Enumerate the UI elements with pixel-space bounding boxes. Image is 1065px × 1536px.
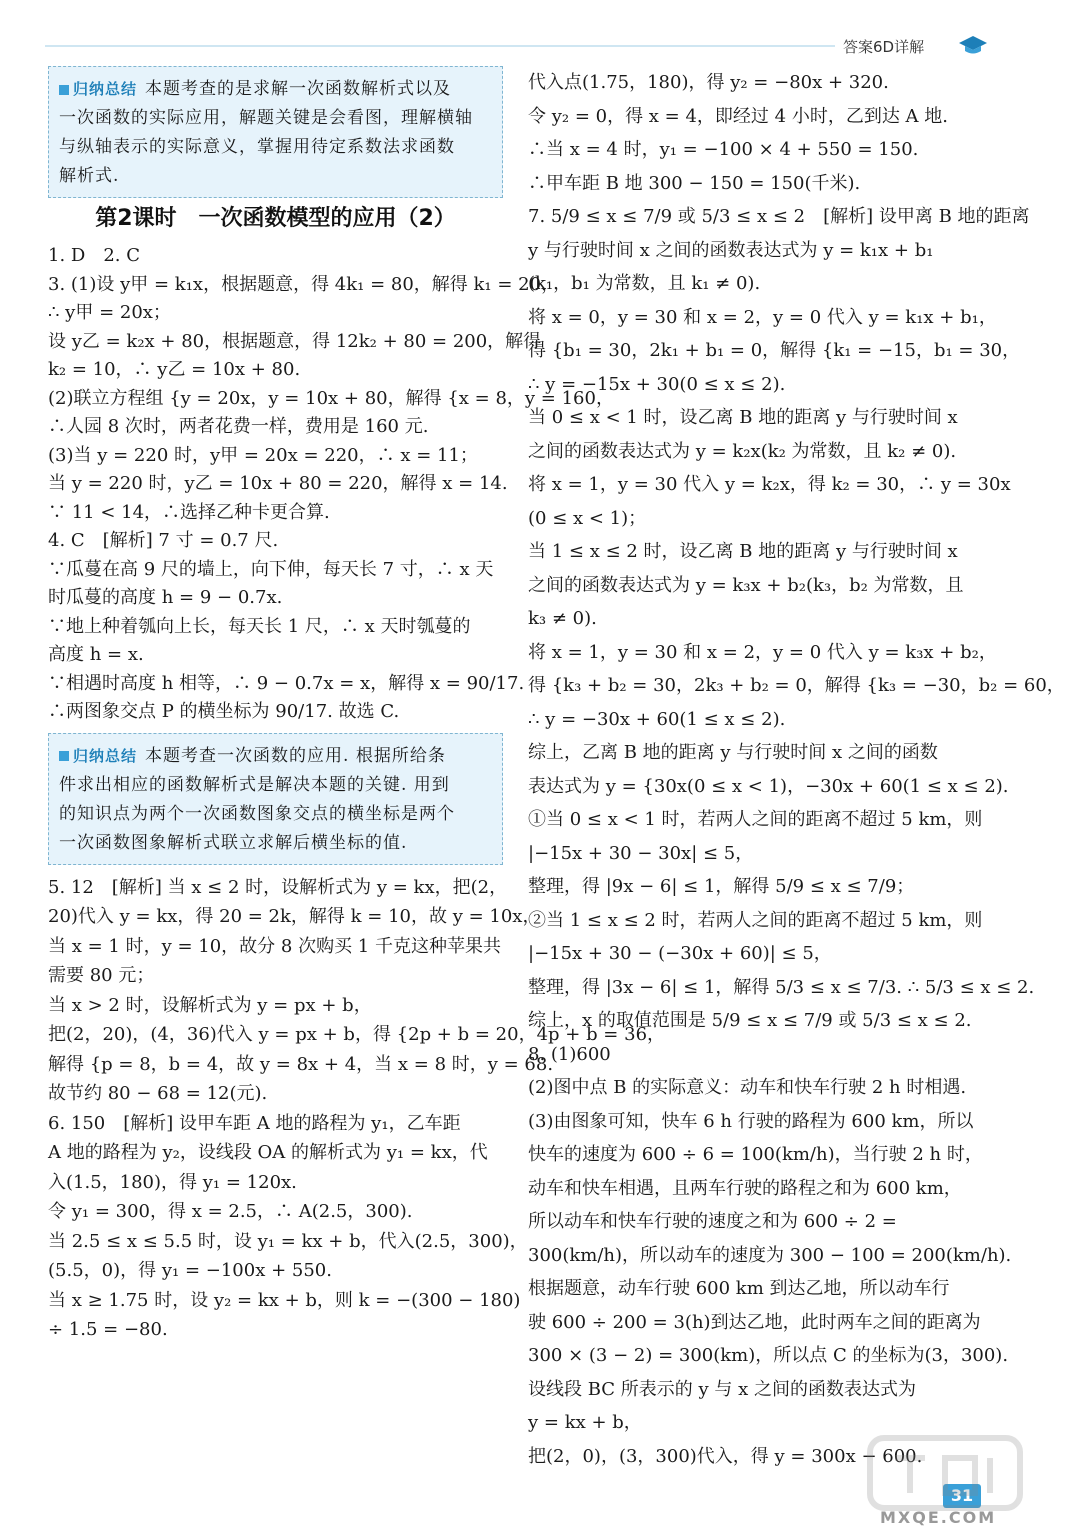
answer-line: ∵相遇时高度 h 相等，∴ 9 − 0.7x = x，解得 x = 90/17. — [48, 672, 525, 694]
answer-line: k₂ = 10，∴ y乙 = 10x + 80. — [48, 359, 301, 380]
answer-line: 4. C [解析] 7 寸 = 0.7 尺. — [48, 530, 279, 551]
answer-line: ①当 0 ≤ x < 1 时，若两人之间的距离不超过 5 km，则 — [528, 809, 983, 830]
answer-line: (5.5，0)，得 y₁ = −100x + 550. — [48, 1260, 332, 1281]
answer-line: ∴甲车距 B 地 300 − 150 = 150(千米). — [528, 172, 861, 194]
answer-line: 把(2，20)，(4，36)代入 y = px + b，得 {2p + b = 20，4p + b = 36， — [48, 1024, 666, 1045]
answer-line: y 与行驶时间 x 之间的函数表达式为 y = k₁x + b₁ — [528, 239, 934, 261]
summary-line: 本题考查的是求解一次函数解析式以及 — [145, 79, 452, 99]
answer-line: 代入点(1.75，180)，得 y₂ = −80x + 320. — [528, 72, 889, 93]
answer-line: 令 y₂ = 0，得 x = 4，即经过 4 小时，乙到达 A 地. — [528, 105, 948, 127]
page-number: 31 — [943, 1484, 981, 1508]
answer-line: ∴ y = −30x + 60(1 ≤ x ≤ 2). — [528, 708, 786, 730]
answer-line: (2)联立方程组 {y = 20x，y = 10x + 80，解得 {x = 8，y = 160， — [48, 387, 614, 409]
summary-line: 的知识点为两个一次函数图象交点的横坐标是两个 — [59, 803, 455, 824]
answer-line: 当 0 ≤ x < 1 时，设乙离 B 地的距离 y 与行驶时间 x — [528, 407, 958, 428]
answer-line: 时瓜蔓的高度 h = 9 − 0.7x. — [48, 587, 283, 608]
answer-line: 1. D 2. C — [48, 245, 140, 266]
section-title: 第2课时 一次函数模型的应用（2） — [95, 206, 456, 231]
answer-line: A 地的路程为 y₂，设线段 OA 的解析式为 y₁ = kx，代 — [48, 1142, 488, 1163]
answer-line: 300 × (3 − 2) = 300(km)，所以点 C 的坐标为(3，300). — [528, 1345, 1009, 1366]
answer-line: (0 ≤ x < 1)； — [528, 507, 647, 529]
answer-line: 表达式为 y = {30x(0 ≤ x < 1)，−30x + 60(1 ≤ x ≤ 2). — [528, 775, 1009, 797]
summary-line: 件求出相应的函数解析式是解决本题的关键. 用到 — [59, 774, 450, 795]
answer-line: 设线段 BC 所表示的 y 与 x 之间的函数表达式为 — [528, 1378, 916, 1400]
answer-line: ②当 1 ≤ x ≤ 2 时，若两人之间的距离不超过 5 km，则 — [528, 909, 983, 931]
summary-line: 与纵轴表示的实际意义，掌握用待定系数法求函数 — [59, 137, 455, 157]
answer-line: 需要 80 元； — [48, 965, 155, 986]
right-column — [528, 66, 1065, 1473]
answer-line: 快车的速度为 600 ÷ 6 = 100(km/h)，当行驶 2 h 时， — [528, 1144, 983, 1165]
answer-line: 当 2.5 ≤ x ≤ 5.5 时，设 y₁ = kx + b，代入(2.5，300)， — [48, 1230, 528, 1252]
answer-line: 8. (1)600 — [528, 1043, 611, 1065]
answer-block-c — [528, 66, 1065, 1473]
header-rule — [45, 45, 835, 47]
summary-line: 一次函数图象解析式联立求解后横坐标的值. — [59, 832, 408, 853]
answer-line: |−15x + 30 − 30x| ≤ 5， — [528, 842, 754, 864]
summary-box-2 — [48, 733, 503, 865]
answer-line: 当 y = 220 时，y乙 = 10x + 80 = 220，解得 x = 14. — [48, 473, 508, 494]
answer-line: 动车和快车相遇，且两车行驶的路程之和为 600 km， — [528, 1177, 962, 1199]
answer-line: 解得 {p = 8，b = 4，故 y = 8x + 4，当 x = 8 时，y = 68. — [48, 1053, 554, 1075]
answer-line: 之间的函数表达式为 y = k₃x + b₂(k₃，b₂ 为常数，且 — [528, 574, 964, 596]
answer-line: 300(km/h)，所以动车的速度为 300 − 100 = 200(km/h). — [528, 1244, 1012, 1266]
answer-line: 得 {k₃ + b₂ = 30，2k₃ + b₂ = 0，解得 {k₃ = −30，b₂ = 60， — [528, 675, 1065, 696]
summary-line: 解析式. — [59, 166, 120, 186]
answer-line: 所以动车和快车行驶的速度之和为 600 ÷ 2 = — [528, 1211, 897, 1232]
summary-line: 一次函数的实际应用，解题关键是会看图，理解横轴 — [59, 108, 473, 128]
answer-line: 驶 600 ÷ 200 = 3(h)到达乙地，此时两车之间的距离为 — [528, 1311, 981, 1333]
answer-line: ∵地上种着瓠向上长，每天长 1 尺，∴ x 天时瓠蔓的 — [48, 615, 471, 637]
summary-box-1 — [48, 66, 503, 198]
answer-line: ∵ 11 < 14，∴选择乙种卡更合算. — [48, 501, 330, 523]
answer-line: 综上，乙离 B 地的距离 y 与行驶时间 x 之间的函数 — [528, 742, 938, 763]
answer-line: 将 x = 1，y = 30 代入 y = k₂x，得 k₂ = 30，∴ y = 30x — [528, 474, 1011, 495]
answer-line: ∴当 x = 4 时，y₁ = −100 × 4 + 550 = 150. — [528, 139, 919, 160]
answer-line: 3. (1)设 y甲 = k₁x，根据题意，得 4k₁ = 80，解得 k₁ = 20， — [48, 273, 560, 295]
summary-tag: 归纳总结 — [59, 742, 137, 771]
answer-line: 整理，得 |3x − 6| ≤ 1，解得 5/3 ≤ x ≤ 7/3. ∴ 5/3 ≤ x ≤ 2. — [528, 976, 1035, 998]
answer-line: 高度 h = x. — [48, 644, 144, 665]
graduation-cap-icon — [958, 34, 988, 56]
answer-line: 当 x > 2 时，设解析式为 y = px + b， — [48, 994, 372, 1016]
answer-line: 故节约 80 − 68 = 12(元). — [48, 1083, 268, 1104]
answer-line: 将 x = 0，y = 30 和 x = 2，y = 0 代入 y = k₁x + b₁， — [528, 306, 997, 328]
answer-line: 入(1.5，180)，得 y₁ = 120x. — [48, 1171, 297, 1193]
answer-line: 令 y₁ = 300，得 x = 2.5，∴ A(2.5，300). — [48, 1201, 413, 1222]
watermark-text: MXQE.COM — [880, 1508, 997, 1527]
answer-line: (3)由图象可知，快车 6 h 行驶的路程为 600 km，所以 — [528, 1110, 974, 1132]
answer-line: (k₁，b₁ 为常数，且 k₁ ≠ 0). — [528, 273, 761, 294]
answer-line: 综上，x 的取值范围是 5/9 ≤ x ≤ 7/9 或 5/3 ≤ x ≤ 2. — [528, 1010, 972, 1031]
answer-line: 得 {b₁ = 30，2k₁ + b₁ = 0，解得 {k₁ = −15，b₁ = 30， — [528, 340, 1021, 361]
answer-line: ÷ 1.5 = −80. — [48, 1319, 168, 1340]
answer-line: ∵瓜蔓在高 9 尺的墙上，向下伸，每天长 7 寸，∴ x 天 — [48, 558, 494, 580]
answer-line: 当 x ≥ 1.75 时，设 y₂ = kx + b，则 k = −(300 − 180) — [48, 1289, 521, 1311]
answer-line: 根据题意，动车行驶 600 km 到达乙地，所以动车行 — [528, 1278, 950, 1299]
answer-line: ∴人园 8 次时，两者花费一样，费用是 160 元. — [48, 416, 429, 437]
answer-line: 当 x = 1 时，y = 10，故分 8 次购买 1 千克这种苹果共 — [48, 935, 501, 957]
answer-line: 将 x = 1，y = 30 和 x = 2，y = 0 代入 y = k₃x + b₂， — [528, 641, 997, 663]
answer-line: |−15x + 30 − (−30x + 60)| ≤ 5， — [528, 943, 832, 964]
summary-line: 本题考查一次函数的应用. 根据所给条 — [145, 745, 446, 766]
answer-line: 整理，得 |9x − 6| ≤ 1，解得 5/9 ≤ x ≤ 7/9； — [528, 876, 915, 897]
answer-line: 6. 150 [解析] 设甲车距 A 地的路程为 y₁，乙车距 — [48, 1112, 461, 1134]
answer-line: 20)代入 y = kx，得 20 = 2k，解得 k = 10，故 y = 10x， — [48, 906, 541, 927]
answer-line: 7. 5/9 ≤ x ≤ 7/9 或 5/3 ≤ x ≤ 2 [解析] 设甲离 B 地的距离 — [528, 206, 1030, 227]
answer-line: ∴两图象交点 P 的横坐标为 90/17. 故选 C. — [48, 701, 400, 722]
answer-line: 设 y乙 = k₂x + 80，根据题意，得 12k₂ + 80 = 200，解得 — [48, 330, 542, 352]
answer-line: ∴ y甲 = 20x； — [48, 302, 171, 323]
summary-tag: 归纳总结 — [59, 75, 137, 104]
answer-line: k₃ ≠ 0). — [528, 608, 597, 629]
answer-line: ∴ y = −15x + 30(0 ≤ x ≤ 2). — [528, 373, 786, 395]
answer-line: 把(2，0)，(3，300)代入，得 y = 300x − 600. — [528, 1445, 923, 1467]
answer-line: (2)图中点 B 的实际意义：动车和快车行驶 2 h 时相遇. — [528, 1077, 967, 1098]
answer-line: 当 1 ≤ x ≤ 2 时，设乙离 B 地的距离 y 与行驶时间 x — [528, 541, 958, 562]
answer-line: y = kx + b， — [528, 1412, 642, 1433]
answer-line: (3)当 y = 220 时，y甲 = 20x = 220，∴ x = 11； — [48, 444, 478, 466]
header-label: 答案6D详解 — [843, 38, 925, 56]
answer-line: 5. 12 [解析] 当 x ≤ 2 时，设解析式为 y = kx，把(2， — [48, 876, 508, 898]
answer-line: 之间的函数表达式为 y = k₂x(k₂ 为常数，且 k₂ ≠ 0). — [528, 440, 957, 462]
